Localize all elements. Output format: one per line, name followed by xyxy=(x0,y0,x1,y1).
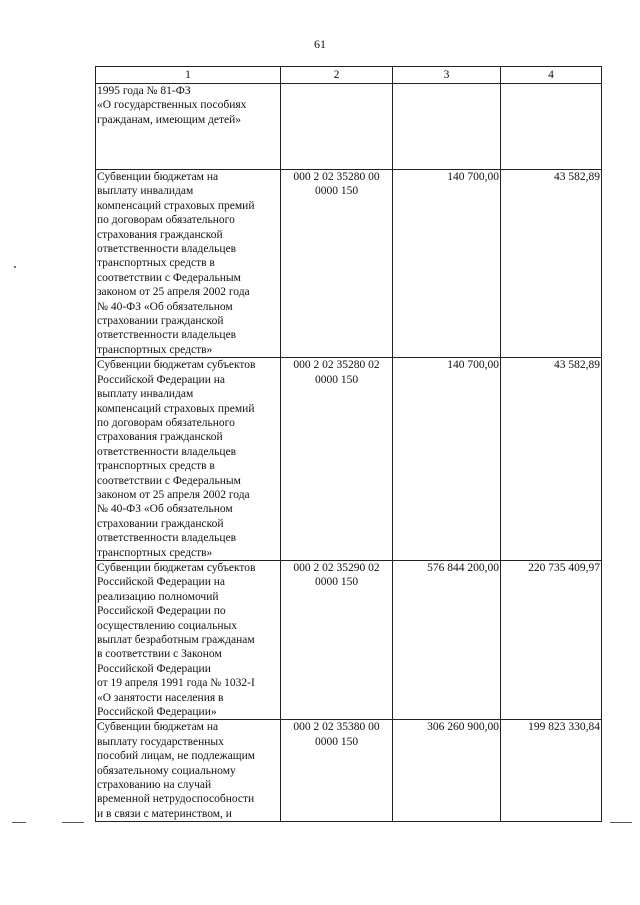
row-value-4 xyxy=(501,84,602,170)
row-code xyxy=(281,84,393,170)
column-header-4: 4 xyxy=(501,67,602,84)
table-header-row xyxy=(96,67,602,84)
row-description: 1995 года № 81-ФЗ «О государственных пособиях гражданам, имеющим детей» xyxy=(96,84,281,170)
row-value-3: 140 700,00 xyxy=(393,170,501,358)
scan-dot xyxy=(14,266,16,268)
scan-margin-mark-right xyxy=(610,822,632,823)
scan-margin-mark-left xyxy=(62,822,84,823)
row-value-3: 306 260 900,00 xyxy=(393,720,501,822)
row-code: 000 2 02 35380 00 0000 150 xyxy=(281,720,393,822)
row-value-4: 43 582,89 xyxy=(501,358,602,561)
row-value-4: 220 735 409,97 xyxy=(501,560,602,719)
scan-margin-mark-left xyxy=(12,822,26,823)
row-value-3: 576 844 200,00 xyxy=(393,560,501,719)
table-row xyxy=(96,170,602,358)
row-value-3 xyxy=(393,84,501,170)
table-row xyxy=(96,560,602,719)
row-description: Субвенции бюджетам на выплату государственных пособий лицам, не подлежащим обязательному социальному страхованию на случай временной нетрудоспособности и в связи с материнством, и xyxy=(96,720,281,822)
column-header-1: 1 xyxy=(96,67,281,84)
budget-table xyxy=(95,66,602,822)
row-code: 000 2 02 35280 00 0000 150 xyxy=(281,170,393,358)
table-row xyxy=(96,84,602,170)
row-code: 000 2 02 35290 02 0000 150 xyxy=(281,560,393,719)
row-value-4: 199 823 330,84 xyxy=(501,720,602,822)
row-value-3: 140 700,00 xyxy=(393,358,501,561)
row-code: 000 2 02 35280 02 0000 150 xyxy=(281,358,393,561)
column-header-2: 2 xyxy=(281,67,393,84)
row-description: Субвенции бюджетам субъектов Российской Федерации на реализацию полномочий Российской Федерации по осуществлению социальных выплат безработным гражданам в соответствии с Законом Российской Федерации от 19 апреля 1991 года № 1032-I «О занятости населения в Российской Федерации» xyxy=(96,560,281,719)
row-description: Субвенции бюджетам на выплату инвалидам компенсаций страховых премий по договорам обязательного страхования гражданской ответственности владельцев транспортных средств в соответствии с Федеральным законом от 25 апреля 2002 года № 40-ФЗ «Об обязательном страховании гражданской ответственности владельцев транспортных средств» xyxy=(96,170,281,358)
table-row xyxy=(96,720,602,822)
column-header-3: 3 xyxy=(393,67,501,84)
row-description: Субвенции бюджетам субъектов Российской Федерации на выплату инвалидам компенсаций страховых премий по договорам обязательного страхования гражданской ответственности владельцев транспортных средств в соответствии с Федеральным законом от 25 апреля 2002 года № 40-ФЗ «Об обязательном страховании гражданской ответственности владельцев транспортных средств» xyxy=(96,358,281,561)
row-value-4: 43 582,89 xyxy=(501,170,602,358)
table-row xyxy=(96,358,602,561)
page-number: 61 xyxy=(314,37,326,51)
